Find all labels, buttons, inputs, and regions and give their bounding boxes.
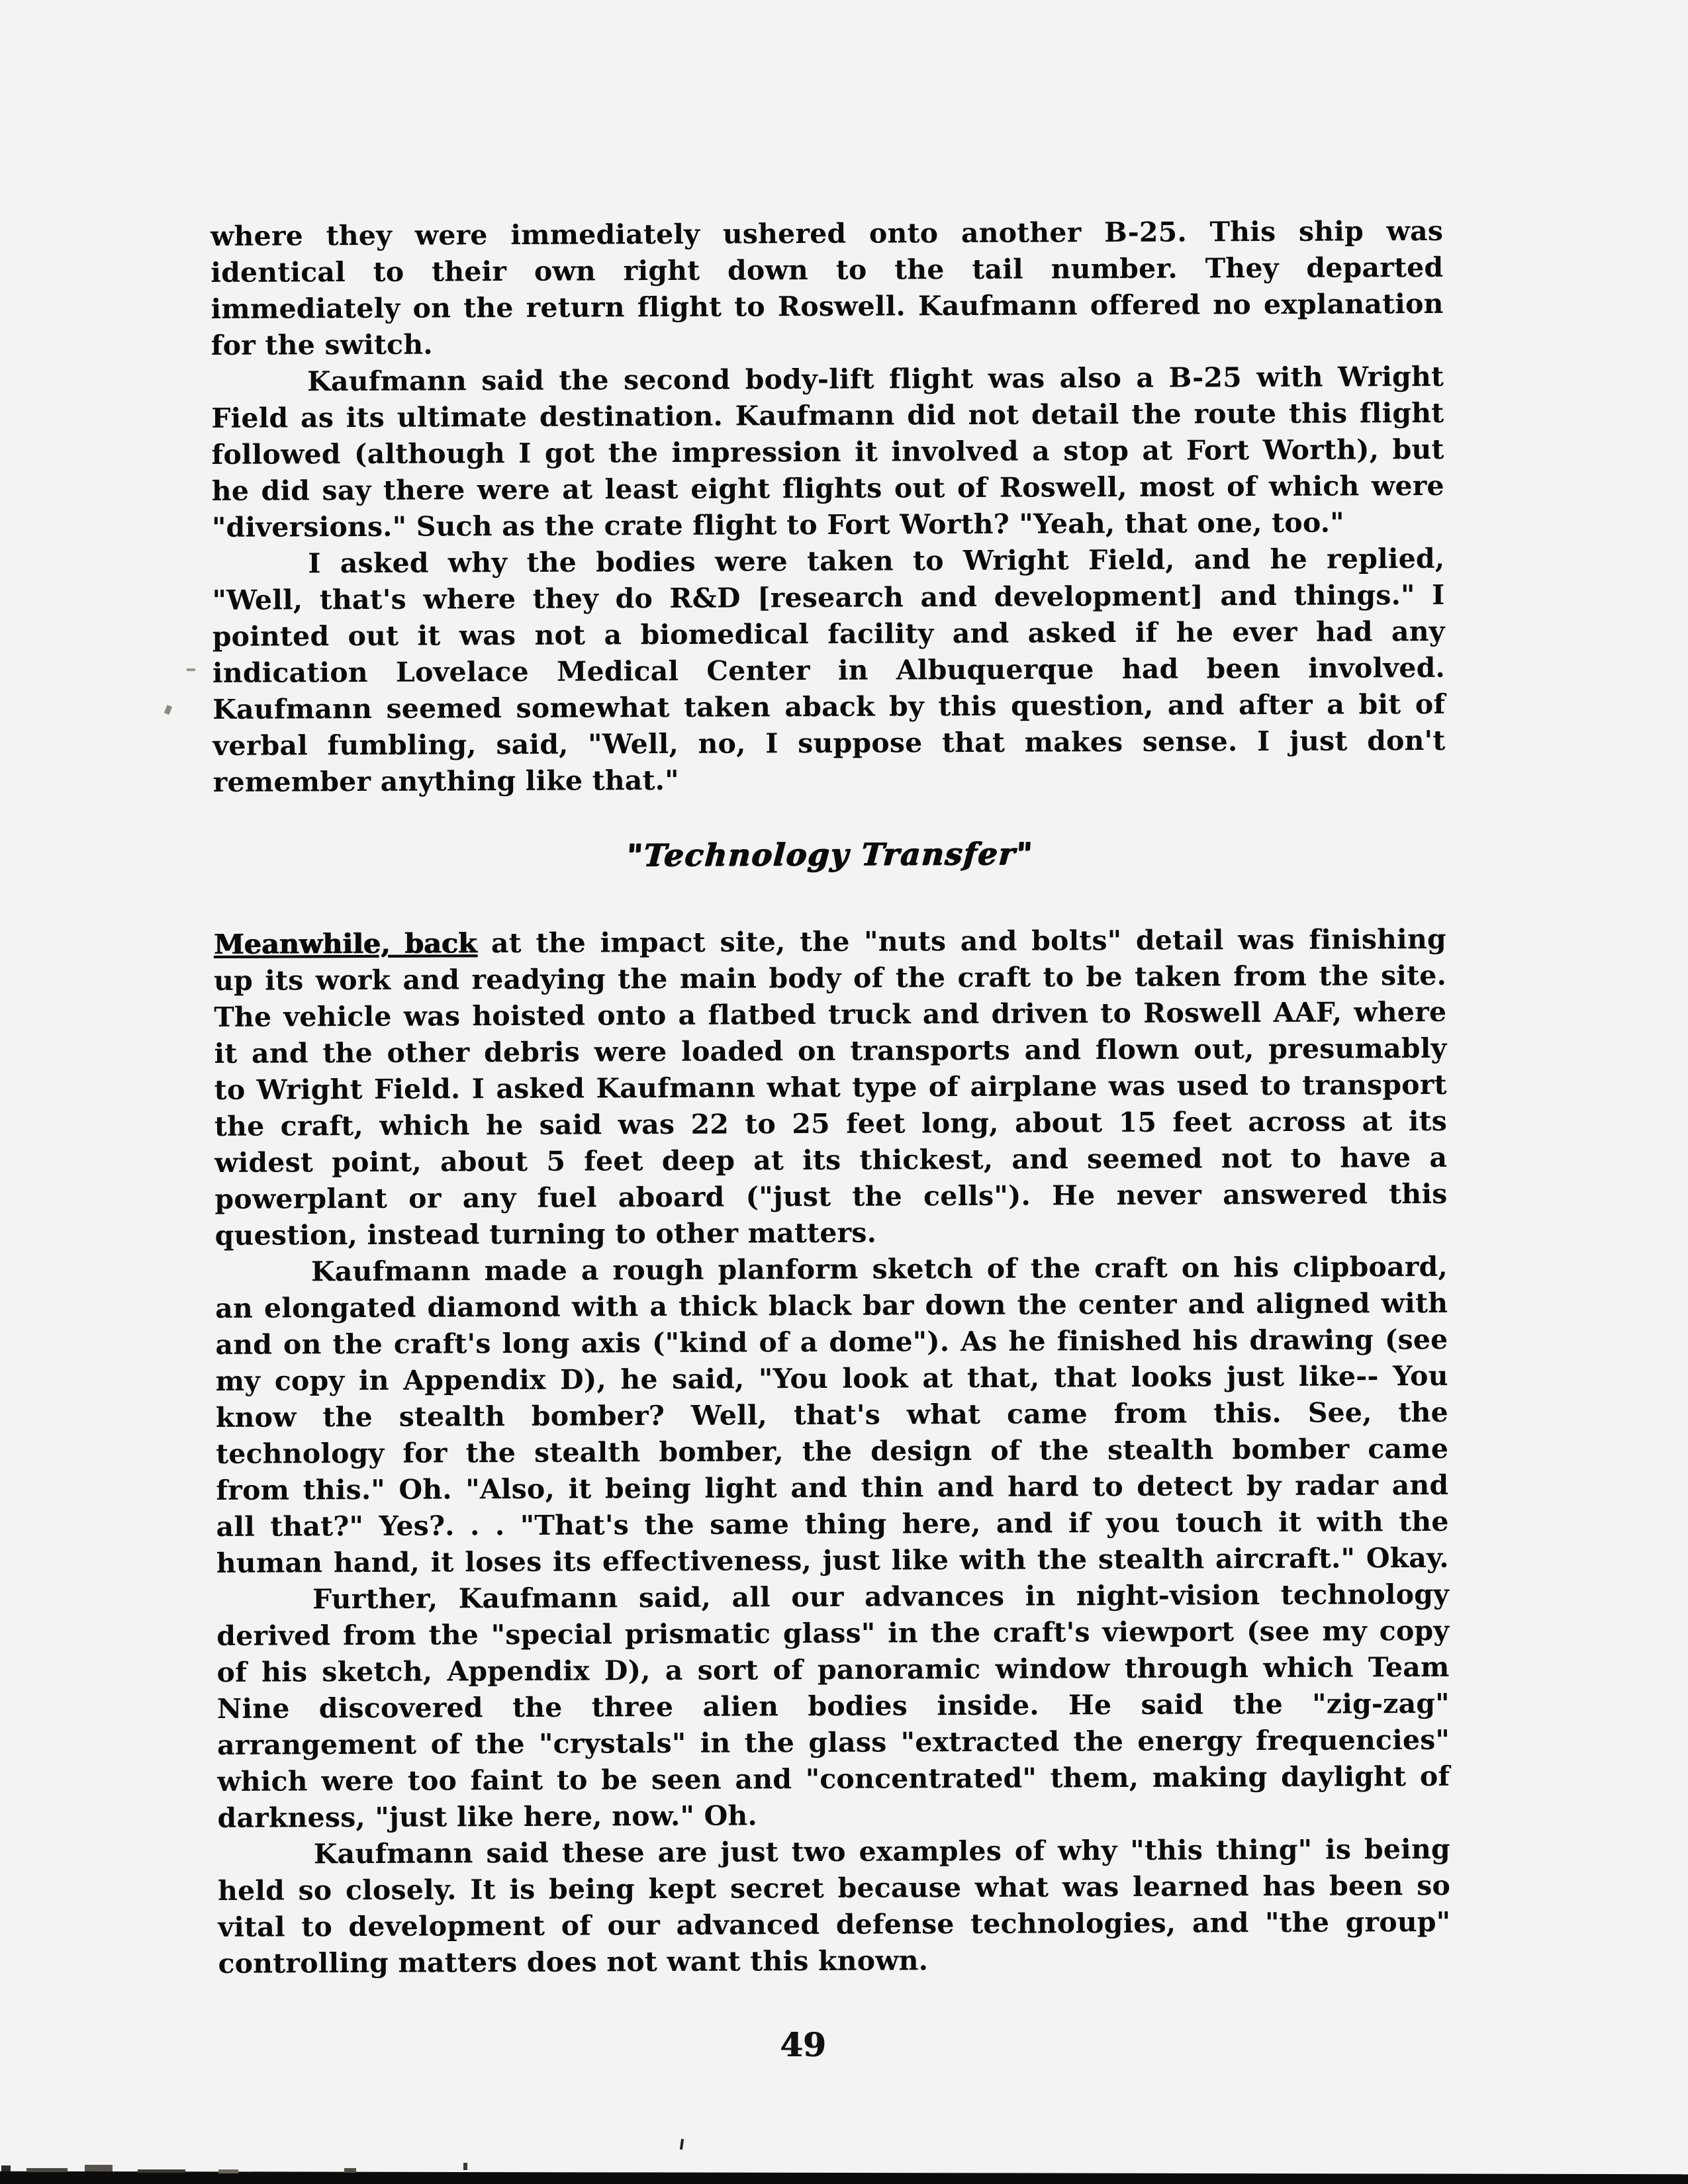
text-line: to Wright Field. I asked Kaufmann what type of airplane was used to transport [214, 1068, 1447, 1106]
text-line: arrangement of the "crystals" in the glass "extracted the energy frequencies" [216, 1723, 1450, 1761]
text-line: The vehicle was hoisted onto a flatbed truck and driven to Roswell AAF, where [214, 995, 1447, 1033]
text-line: immediately on the return flight to Roswell. Kaufmann offered no explanation [211, 287, 1444, 325]
text-line: held so closely. It is being kept secret because what was learned has been so [217, 1869, 1451, 1907]
paragraph [211, 359, 1444, 546]
text-line: for the switch. [211, 328, 433, 361]
text-line: pointed out it was not a biomedical facility and asked if he ever had any [212, 615, 1445, 653]
scan-speck [218, 2169, 238, 2173]
scan-speck [680, 2139, 684, 2150]
text-line: question, instead turning to other matters. [214, 1216, 877, 1251]
text-line: followed (although I got the impression it involved a stop at Fort Worth), but [211, 433, 1444, 471]
text-line: Kaufmann said the second body-lift flight was also a B-25 with Wright [306, 360, 1444, 398]
text-line: darkness, "just like here, now." Oh. [217, 1799, 758, 1834]
scan-speck [138, 2169, 185, 2173]
text-line: "diversions." Such as the crate flight to Fort Worth? "Yeah, that one, too." [211, 506, 1344, 543]
scan-speck [1, 2165, 11, 2171]
scan-speck [187, 668, 195, 671]
text-line: know the stealth bomber? Well, that's what came from this. See, the [215, 1396, 1448, 1433]
scan-speck [344, 2168, 356, 2173]
text-line: which were too faint to be seen and "concentrated" them, making daylight of [217, 1760, 1450, 1797]
text-block [211, 213, 1451, 1982]
paragraph [216, 1576, 1450, 1837]
scan-edge-fill [0, 2181, 1688, 2184]
text-line: I asked why the bodies were taken to Wright Field, and he replied, [308, 542, 1445, 580]
text-line: verbal fumbling, said, "Well, no, I suppose that makes sense. I just don't [212, 724, 1446, 762]
text-line: Nine discovered the three alien bodies inside. He said the "zig-zag" [216, 1687, 1450, 1725]
text-line: of his sketch, Appendix D), a sort of panoramic window through which Team [216, 1651, 1450, 1688]
paragraph [214, 921, 1448, 1254]
paragraph [212, 541, 1446, 801]
scan-speck [164, 705, 172, 715]
text-line: human hand, it loses its effectiveness, just like with the stealth aircraft." Okay. [216, 1541, 1449, 1579]
text-line: and on the craft's long axis ("kind of a dome"). As he finished his drawing (see [215, 1323, 1448, 1361]
text-line: it and the other debris were loaded on transports and flown out, presumably [214, 1032, 1447, 1069]
scan-speck [85, 2165, 113, 2171]
text-line: Kaufmann made a rough planform sketch of the craft on his clipboard, [310, 1250, 1448, 1288]
scan-speck [463, 2163, 467, 2170]
text-line: up its work and readying the main body of the craft to be taken from the site. [213, 959, 1447, 997]
text-line: where they were immediately ushered onto another B-25. This ship was [211, 214, 1444, 252]
text-line: from this." Oh. "Also, it being light and thin and hard to detect by radar and [216, 1469, 1449, 1506]
scan-speck [26, 2168, 68, 2172]
text-line: controlling matters does not want this known. [218, 1944, 929, 1979]
text-line: Kaufmann said these are just two examples of why "this thing" is being [313, 1833, 1450, 1870]
text-line: technology for the stealth bomber, the design of the stealth bomber came [216, 1432, 1449, 1470]
text-line: Further, Kaufmann said, all our advances in night-vision technology [312, 1578, 1450, 1615]
text-line: indication Lovelace Medical Center in Albuquerque had been involved. [212, 651, 1446, 689]
text-line [214, 921, 1446, 963]
paragraph [211, 213, 1444, 364]
paragraph [215, 1249, 1449, 1582]
text-line: Kaufmann seemed somewhat taken aback by this question, and after a bit of [212, 688, 1446, 725]
text-line: Field as its ultimate destination. Kaufmann did not detail the route this flight [211, 396, 1444, 434]
text-line: "Well, that's where they do R&D [research and development] and things." I [212, 578, 1445, 616]
text-line: derived from the "special prismatic glass" in the craft's viewport (see my copy [216, 1614, 1450, 1652]
text-line: an elongated diamond with a thick black bar down the center and aligned with [215, 1287, 1448, 1324]
page-number: 49 [780, 2025, 826, 2064]
text-line: my copy in Appendix D), he said, "You look at that, that looks just like-- You [215, 1359, 1448, 1397]
text-line: widest point, about 5 feet deep at its thickest, and seemed not to have a [214, 1141, 1448, 1179]
section-heading: "Technology Transfer" [625, 835, 1035, 874]
text-line: identical to their own right down to the tail number. They departed [211, 251, 1444, 289]
emphasis-bold: Meanwhile, back [213, 927, 477, 960]
text-segment: at the impact site, the "nuts and bolts" detail was finishing [477, 923, 1446, 960]
paragraph [218, 1831, 1451, 1982]
text-line: vital to development of our advanced defense technologies, and "the group" [218, 1905, 1451, 1943]
text-line: powerplant or any fuel aboard ("just the cells"). He never answered this [214, 1177, 1448, 1215]
text-line: the craft, which he said was 22 to 25 feet long, about 15 feet across at its [214, 1105, 1448, 1142]
text-line: he did say there were at least eight flights out of Roswell, most of which were [211, 469, 1444, 507]
text-line: remember anything like that." [212, 764, 679, 798]
text-line: all that?" Yes?. . . "That's the same thing here, and if you touch it with the [216, 1505, 1449, 1543]
